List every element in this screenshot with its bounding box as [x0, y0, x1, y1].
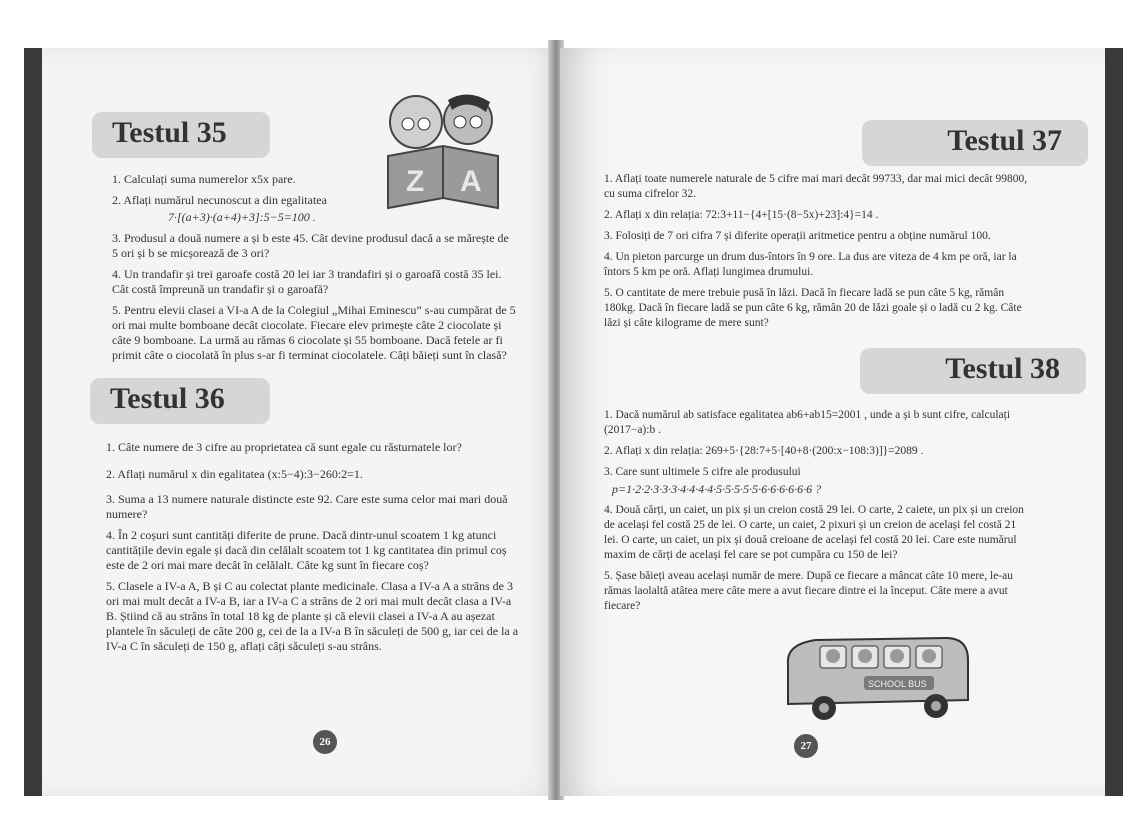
problem: 5. O cantitate de mere trebuie pusă în lăzi. Dacă în fiecare ladă se pun câte 5 kg, rămân 180kg. Dacă în fiecare ladă se pun câte 6 kg, rămân 20 de lăzi goale și o ladă cu 2 kg. Câte lăzi și câte kilograme de mere sunt? [604, 287, 1022, 329]
problem: 2. Aflați numărul necunoscut a din egalitatea [112, 193, 327, 207]
test37-title: Testul 37 [862, 120, 1088, 166]
problem: 3. Care sunt ultimele 5 cifre ale produsului [604, 466, 801, 478]
test36-title: Testul 36 [90, 378, 270, 424]
test35-problems [112, 172, 517, 369]
problem: 1. Dacă numărul ab satisface egalitatea ab6+ab15=2001 , unde a și b sunt cifre, calculați (2017−a):b . [604, 409, 1011, 436]
book-letter-a: A [460, 165, 482, 198]
problem: 2. Aflați numărul x din egalitatea (x:5−4):3−260:2=1. [106, 467, 363, 481]
page-number-left: 26 [313, 730, 337, 754]
problem: 1. Aflați toate numerele naturale de 5 cifre mai mari decât 99733, dar mai mici decât 99800, cu suma cifrelor 32. [604, 173, 1028, 200]
problem: 1. Câte numere de 3 cifre au proprietatea că sunt egale cu răsturnatele lor? [106, 440, 462, 454]
problem: 3. Folosiți de 7 ori cifra 7 și diferite operații aritmetice pentru a obține numărul 100. [604, 230, 991, 242]
product-expression: p=1·2·2·3·3·3·4·4·4·4·5·5·5·5·5·6·6·6·6·6·6 ? [612, 482, 822, 496]
test36-problems [106, 440, 520, 660]
test38-title: Testul 38 [860, 348, 1086, 394]
problem: 2. Aflați x din relația: 72:3+11−{4+[15·(8−5x)+23]:4}=14 . [604, 209, 879, 221]
test35-title: Testul 35 [92, 112, 270, 158]
page-number-right: 27 [794, 734, 818, 758]
problem: 5. Șase băieți aveau același număr de mere. După ce fiecare a mâncat câte 10 mere, le-au rămas laolaltă atâtea mere câte mere a avut fiecare dintre ei la început. Câte mere a avut fiecare? [604, 570, 1013, 612]
test38-problems [604, 408, 1032, 620]
problem: 3. Suma a 13 numere naturale distincte este 92. Care este suma celor mai mari două numere? [106, 492, 508, 521]
problem: 3. Produsul a două numere a și b este 45. Cât devine produsul dacă a se mărește de 5 ori și b se micșorează de 3 ori? [112, 231, 509, 260]
equation: 7·[(a+3)·(a+4)+3]:5−5=100 . [168, 210, 316, 224]
problem: 5. Clasele a IV-a A, B și C au colectat plante medicinale. Clasa a IV-a A a strâns de 3 ori mai mult decât a IV-a B, iar a IV-a C a strâns de 2 ori mai mult decât clasa a IV-a B. Știind că au strâns în total 18 kg de plante și că elevii clasei a IV-a A au așezat plantele în săculeți de câte 200 g, cei de la a IV-a B în săculeți de 500 g, iar cei de la a IV-a C în săculeți de 150 g, aflați câți săculeți s-au strâns. [106, 579, 519, 653]
test37-problems [604, 172, 1030, 337]
bus-label: SCHOOL BUS [868, 679, 927, 689]
problem: 5. Pentru elevii clasei a VI-a A de la Colegiul „Mihai Eminescu” s-au cumpărat de 5 ori mai multe bomboane decât ciocolate. Fiecare elev primește câte 2 ciocolate și câte 9 bomboane. La urmă au rămas 6 ciocolate și 55 bomboane. Dacă fetele ar fi primit câte o ciocolată în plus s-ar fi terminat ciocolatele. Câți băieți sunt în clasă? [112, 303, 516, 362]
problem: 1. Calculați suma numerelor x5x pare. [112, 172, 296, 186]
school-bus-illustration [776, 624, 976, 724]
problem: 4. În 2 coșuri sunt cantități diferite de prune. Dacă dintr-unul scoatem 1 kg atunci cantitățile devin egale și dacă din celălalt scoatem tot 1 kg cantitatea din primul coș este de 2 ori mai mare decât în celălalt. Câte kg sunt în fiecare coș? [106, 528, 507, 572]
problem: 2. Aflați x din relația: 269+5·{28:7+5·[40+8·(200:x−108:3)]}=2089 . [604, 445, 924, 457]
problem: 4. Un trandafir și trei garoafe costă 20 lei iar 3 trandafiri și o garoafă costă 35 lei. Cât costă împreună un trandafir și o garoafă? [112, 267, 502, 296]
book-letter-z: Z [406, 165, 425, 198]
problem: 4. Două cărți, un caiet, un pix și un creion costă 29 lei. O carte, 2 caiete, un pix și un creion de același fel costă 25 de lei. O carte, un caiet, 2 pixuri și un creion de același fel costă 21 lei. O carte, un caiet, un pix și două creioane de același fel costă 20 lei. Care este numărul maxim de cărți de același fel care se pot cumpăra cu 150 de lei? [604, 504, 1024, 561]
problem: 4. Un pieton parcurge un drum dus-întors în 9 ore. La dus are viteza de 4 km pe oră, iar la întors 5 km pe oră. Aflați lungimea drumului. [604, 251, 1017, 278]
